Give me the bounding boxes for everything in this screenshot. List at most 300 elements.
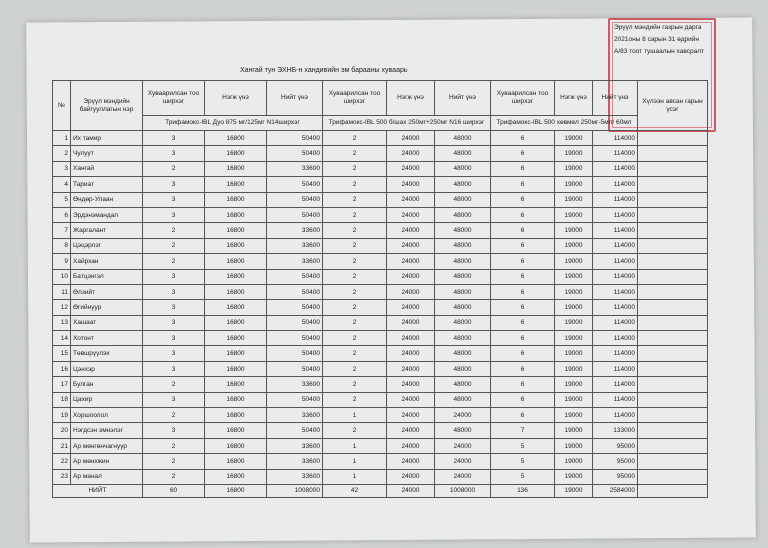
cell-no: 16: [53, 361, 71, 376]
cell-p2: 24000: [387, 254, 435, 269]
cell-q2: 2: [323, 392, 387, 407]
cell-p2: 24000: [387, 269, 435, 284]
cell-q2: 1: [323, 408, 387, 423]
cell-signature: [638, 377, 708, 392]
cell-q3: 6: [491, 161, 555, 176]
cell-t1: 50400: [267, 177, 323, 192]
cell-p1: 16800: [205, 392, 267, 407]
cell-t3: 95000: [593, 438, 638, 453]
drug-2-name: Трифамокс-IBL 500 б/шах 250мг+250мг N16 ширхэг: [323, 116, 491, 131]
cell-q2: 2: [323, 254, 387, 269]
table-row: [53, 377, 708, 392]
table-row: [53, 361, 708, 376]
cell-p2: 24000: [387, 284, 435, 299]
cell-p1: 16800: [205, 377, 267, 392]
approval-line-2: 2021оны 8 сарын 31 өдрийн: [614, 36, 700, 43]
cell-q1: 2: [143, 254, 205, 269]
cell-name: Ар мөнхжин: [71, 454, 143, 469]
cell-p2: 24000: [387, 346, 435, 361]
cell-no: 22: [53, 454, 71, 469]
cell-no: 1: [53, 131, 71, 146]
cell-q1: 3: [143, 177, 205, 192]
header-received: Хүлээн авсан гарын үсэг: [638, 81, 708, 131]
drug-row: [53, 116, 708, 131]
cell-t2: 48000: [435, 423, 491, 438]
cell-t1: 50400: [267, 315, 323, 330]
cell-signature: [638, 254, 708, 269]
cell-q1: 3: [143, 315, 205, 330]
cell-t2: 48000: [435, 254, 491, 269]
cell-p3: 19000: [555, 131, 593, 146]
cell-t3: 114000: [593, 315, 638, 330]
cell-no: 19: [53, 408, 71, 423]
cell-p3: 19000: [555, 392, 593, 407]
cell-t3: 114000: [593, 238, 638, 253]
cell-no: 3: [53, 161, 71, 176]
cell-p3: 19000: [555, 161, 593, 176]
cell-p3: 19000: [555, 238, 593, 253]
cell-t3: 114000: [593, 223, 638, 238]
cell-q1: 3: [143, 269, 205, 284]
cell-t2: 48000: [435, 238, 491, 253]
cell-q2: 2: [323, 131, 387, 146]
cell-q3: 6: [491, 331, 555, 346]
cell-p2: 24000: [387, 238, 435, 253]
table-row: [53, 254, 708, 269]
cell-t2: 48000: [435, 161, 491, 176]
cell-name: Өлзийт: [71, 284, 143, 299]
cell-q1: 3: [143, 192, 205, 207]
table-row: [53, 192, 708, 207]
cell-t1: 33600: [267, 438, 323, 453]
distribution-table: [52, 80, 708, 498]
header-unit-price-3: Нэгж үнэ: [555, 81, 593, 116]
cell-t1: 50400: [267, 300, 323, 315]
cell-signature: [638, 331, 708, 346]
cell-q1: 3: [143, 300, 205, 315]
cell-p3: 19000: [555, 315, 593, 330]
cell-q3: 5: [491, 454, 555, 469]
cell-p1: 16800: [205, 454, 267, 469]
header-unit-price-1: Нэгж үнэ: [205, 81, 267, 116]
cell-p2: 24000: [387, 377, 435, 392]
cell-t3: 114000: [593, 207, 638, 222]
cell-p3: 19000: [555, 423, 593, 438]
cell-t2: 24000: [435, 408, 491, 423]
cell-no: 10: [53, 269, 71, 284]
cell-t1: 33600: [267, 223, 323, 238]
cell-t1: 50400: [267, 192, 323, 207]
cell-q3: 6: [491, 177, 555, 192]
cell-p2: 24000: [387, 392, 435, 407]
cell-name: Жаргалант: [71, 223, 143, 238]
cell-q3: 6: [491, 377, 555, 392]
cell-p3: 19000: [555, 346, 593, 361]
total-label: НИЙТ: [53, 484, 143, 497]
cell-t1: 50400: [267, 331, 323, 346]
cell-q1: 2: [143, 469, 205, 484]
cell-no: 4: [53, 177, 71, 192]
cell-no: 15: [53, 346, 71, 361]
cell-signature: [638, 300, 708, 315]
cell-q1: 3: [143, 131, 205, 146]
cell-q1: 3: [143, 361, 205, 376]
cell-p2: 24000: [387, 454, 435, 469]
cell-t1: 50400: [267, 361, 323, 376]
table-row: [53, 392, 708, 407]
cell-t3: 114000: [593, 300, 638, 315]
cell-p2: 24000: [387, 161, 435, 176]
cell-name: Батцэнгэл: [71, 269, 143, 284]
cell-q3: 6: [491, 192, 555, 207]
cell-p3: 19000: [555, 438, 593, 453]
cell-p1: 16800: [205, 131, 267, 146]
cell-p1: 16800: [205, 269, 267, 284]
table-row: [53, 131, 708, 146]
cell-signature: [638, 361, 708, 376]
cell-signature: [638, 408, 708, 423]
total-p2: 24000: [387, 484, 435, 497]
cell-p3: 19000: [555, 207, 593, 222]
cell-q2: 2: [323, 192, 387, 207]
cell-no: 21: [53, 438, 71, 453]
cell-p3: 19000: [555, 331, 593, 346]
cell-p2: 24000: [387, 331, 435, 346]
cell-no: 12: [53, 300, 71, 315]
cell-signature: [638, 392, 708, 407]
cell-p3: 19000: [555, 454, 593, 469]
cell-t1: 50400: [267, 207, 323, 222]
cell-q2: 2: [323, 377, 387, 392]
cell-t1: 50400: [267, 146, 323, 161]
total-signature: [638, 484, 708, 497]
cell-q2: 2: [323, 146, 387, 161]
cell-t3: 114000: [593, 392, 638, 407]
cell-t3: 114000: [593, 146, 638, 161]
header-total-3: Нийт үнэ: [593, 81, 638, 116]
cell-t1: 50400: [267, 423, 323, 438]
cell-q1: 2: [143, 438, 205, 453]
cell-no: 2: [53, 146, 71, 161]
cell-q3: 6: [491, 315, 555, 330]
cell-name: Эрдэнэмандал: [71, 207, 143, 222]
cell-q2: 2: [323, 223, 387, 238]
cell-no: 11: [53, 284, 71, 299]
cell-no: 20: [53, 423, 71, 438]
cell-q1: 3: [143, 392, 205, 407]
approval-line-1: Эрүүл мэндийн газрын дарга: [614, 24, 702, 31]
cell-t2: 24000: [435, 438, 491, 453]
cell-t2: 48000: [435, 177, 491, 192]
cell-p2: 24000: [387, 423, 435, 438]
cell-signature: [638, 131, 708, 146]
cell-t3: 114000: [593, 192, 638, 207]
cell-p3: 19000: [555, 269, 593, 284]
cell-no: 5: [53, 192, 71, 207]
header-row: [53, 81, 708, 116]
cell-signature: [638, 346, 708, 361]
cell-q3: 7: [491, 423, 555, 438]
cell-p2: 24000: [387, 315, 435, 330]
cell-t2: 48000: [435, 131, 491, 146]
cell-t3: 95000: [593, 469, 638, 484]
cell-signature: [638, 469, 708, 484]
total-t1: 1008000: [267, 484, 323, 497]
total-p3: 19000: [555, 484, 593, 497]
table-row: [53, 346, 708, 361]
document-title: Хангай тун ЭХНБ-н хандивийн эм барааны хуваарь: [240, 67, 408, 74]
cell-no: 17: [53, 377, 71, 392]
cell-signature: [638, 192, 708, 207]
cell-t2: 48000: [435, 207, 491, 222]
cell-q3: 6: [491, 207, 555, 222]
cell-t2: 48000: [435, 146, 491, 161]
cell-signature: [638, 315, 708, 330]
table-row: [53, 300, 708, 315]
cell-t2: 24000: [435, 469, 491, 484]
cell-name: Нэгдсэн эмнэлэг: [71, 423, 143, 438]
cell-t3: 133000: [593, 423, 638, 438]
cell-t3: 114000: [593, 131, 638, 146]
cell-t3: 114000: [593, 377, 638, 392]
cell-q1: 2: [143, 454, 205, 469]
cell-t3: 95000: [593, 454, 638, 469]
cell-p1: 16800: [205, 146, 267, 161]
header-total-1: Нийт үнэ: [267, 81, 323, 116]
total-p1: 16800: [205, 484, 267, 497]
cell-p3: 19000: [555, 146, 593, 161]
cell-signature: [638, 284, 708, 299]
cell-t2: 48000: [435, 192, 491, 207]
cell-signature: [638, 146, 708, 161]
cell-t2: 48000: [435, 284, 491, 299]
cell-p3: 19000: [555, 177, 593, 192]
cell-q2: 1: [323, 469, 387, 484]
drug-1-name: Трифамокс-IBL Дуо 875 мг/125мг N14ширхэг: [143, 116, 323, 131]
cell-q1: 2: [143, 161, 205, 176]
cell-t3: 114000: [593, 254, 638, 269]
table-row: [53, 161, 708, 176]
cell-q2: 2: [323, 300, 387, 315]
cell-t1: 50400: [267, 392, 323, 407]
cell-signature: [638, 238, 708, 253]
cell-name: Булган: [71, 377, 143, 392]
total-q1: 60: [143, 484, 205, 497]
cell-q1: 3: [143, 207, 205, 222]
cell-p2: 24000: [387, 177, 435, 192]
header-no: №: [53, 81, 71, 131]
cell-q3: 6: [491, 238, 555, 253]
cell-q2: 2: [323, 269, 387, 284]
cell-signature: [638, 454, 708, 469]
cell-t1: 50400: [267, 284, 323, 299]
cell-p2: 24000: [387, 131, 435, 146]
cell-t2: 48000: [435, 361, 491, 376]
cell-q1: 3: [143, 284, 205, 299]
cell-t3: 114000: [593, 269, 638, 284]
table-row: [53, 269, 708, 284]
cell-q3: 6: [491, 361, 555, 376]
cell-p1: 16800: [205, 161, 267, 176]
cell-p1: 16800: [205, 423, 267, 438]
cell-signature: [638, 177, 708, 192]
cell-t3: 114000: [593, 408, 638, 423]
cell-t2: 48000: [435, 331, 491, 346]
header-org: Эрүүл мэндийн байгууллагын нэр: [71, 81, 143, 131]
cell-t3: 114000: [593, 346, 638, 361]
cell-no: 7: [53, 223, 71, 238]
table-row: [53, 207, 708, 222]
cell-p2: 24000: [387, 192, 435, 207]
cell-q3: 6: [491, 284, 555, 299]
cell-name: Хоршоолол: [71, 408, 143, 423]
cell-q1: 2: [143, 223, 205, 238]
cell-p2: 24000: [387, 408, 435, 423]
cell-signature: [638, 223, 708, 238]
cell-p3: 19000: [555, 284, 593, 299]
cell-t2: 48000: [435, 346, 491, 361]
cell-name: Хотонт: [71, 331, 143, 346]
cell-p1: 16800: [205, 192, 267, 207]
cell-t2: 48000: [435, 377, 491, 392]
cell-name: Хангай: [71, 161, 143, 176]
cell-p2: 24000: [387, 207, 435, 222]
cell-t3: 114000: [593, 177, 638, 192]
approval-line-3: А/83 тоот тушаалын хавсралт: [614, 48, 704, 55]
cell-q2: 2: [323, 161, 387, 176]
cell-q2: 2: [323, 361, 387, 376]
table-row: [53, 315, 708, 330]
cell-p1: 16800: [205, 346, 267, 361]
cell-q2: 2: [323, 284, 387, 299]
total-t3: 2584000: [593, 484, 638, 497]
cell-p1: 16800: [205, 315, 267, 330]
cell-q2: 2: [323, 238, 387, 253]
cell-p2: 24000: [387, 438, 435, 453]
cell-p2: 24000: [387, 146, 435, 161]
cell-no: 18: [53, 392, 71, 407]
header-qty-1: Хуваарилсан тоо ширхэг: [143, 81, 205, 116]
cell-t2: 48000: [435, 315, 491, 330]
cell-signature: [638, 423, 708, 438]
cell-t2: 48000: [435, 269, 491, 284]
cell-t2: 48000: [435, 300, 491, 315]
header-qty-2: Хуваарилсан тоо ширхэг: [323, 81, 387, 116]
cell-no: 23: [53, 469, 71, 484]
cell-signature: [638, 207, 708, 222]
cell-q3: 5: [491, 469, 555, 484]
total-q2: 42: [323, 484, 387, 497]
cell-t1: 33600: [267, 254, 323, 269]
cell-t2: 24000: [435, 454, 491, 469]
cell-t1: 33600: [267, 377, 323, 392]
cell-name: Цэнхэр: [71, 361, 143, 376]
cell-name: Цэцэрлэг: [71, 238, 143, 253]
cell-q2: 2: [323, 315, 387, 330]
cell-q2: 2: [323, 331, 387, 346]
cell-q2: 2: [323, 423, 387, 438]
cell-q1: 3: [143, 331, 205, 346]
cell-q1: 3: [143, 146, 205, 161]
cell-p1: 16800: [205, 469, 267, 484]
cell-signature: [638, 269, 708, 284]
cell-t1: 33600: [267, 469, 323, 484]
cell-q3: 6: [491, 223, 555, 238]
cell-p1: 16800: [205, 177, 267, 192]
cell-q3: 6: [491, 300, 555, 315]
cell-q3: 6: [491, 269, 555, 284]
cell-p2: 24000: [387, 361, 435, 376]
cell-q1: 2: [143, 238, 205, 253]
cell-t1: 50400: [267, 269, 323, 284]
table-row: [53, 408, 708, 423]
cell-p1: 16800: [205, 300, 267, 315]
cell-q3: 6: [491, 131, 555, 146]
cell-p1: 16800: [205, 438, 267, 453]
cell-name: Ар манал: [71, 469, 143, 484]
cell-p1: 16800: [205, 207, 267, 222]
total-t2: 1008000: [435, 484, 491, 497]
cell-p2: 24000: [387, 300, 435, 315]
table-row: [53, 454, 708, 469]
cell-name: Хайрхан: [71, 254, 143, 269]
cell-name: Өгийнуур: [71, 300, 143, 315]
cell-t1: 33600: [267, 238, 323, 253]
cell-name: Их тамир: [71, 131, 143, 146]
cell-t3: 114000: [593, 161, 638, 176]
cell-no: 6: [53, 207, 71, 222]
header-unit-price-2: Нэгж үнэ: [387, 81, 435, 116]
cell-t3: 114000: [593, 361, 638, 376]
table-row: [53, 423, 708, 438]
cell-q3: 6: [491, 392, 555, 407]
cell-no: 13: [53, 315, 71, 330]
cell-p1: 16800: [205, 408, 267, 423]
cell-p3: 19000: [555, 361, 593, 376]
cell-t1: 33600: [267, 454, 323, 469]
cell-t2: 48000: [435, 223, 491, 238]
cell-p3: 19000: [555, 254, 593, 269]
cell-q3: 6: [491, 346, 555, 361]
cell-no: 8: [53, 238, 71, 253]
cell-p3: 19000: [555, 377, 593, 392]
cell-p3: 19000: [555, 192, 593, 207]
cell-name: Цахир: [71, 392, 143, 407]
cell-q1: 3: [143, 346, 205, 361]
cell-q2: 1: [323, 454, 387, 469]
cell-name: Өндөр-Улаан: [71, 192, 143, 207]
table-row: [53, 146, 708, 161]
cell-p3: 19000: [555, 223, 593, 238]
table-row: [53, 223, 708, 238]
cell-q2: 2: [323, 177, 387, 192]
table-row: [53, 177, 708, 192]
cell-t1: 33600: [267, 161, 323, 176]
cell-p2: 24000: [387, 469, 435, 484]
cell-q3: 6: [491, 408, 555, 423]
cell-p1: 16800: [205, 238, 267, 253]
cell-name: Хашаат: [71, 315, 143, 330]
cell-q3: 5: [491, 438, 555, 453]
cell-t1: 50400: [267, 346, 323, 361]
cell-q1: 2: [143, 408, 205, 423]
cell-t3: 114000: [593, 284, 638, 299]
cell-q1: 3: [143, 423, 205, 438]
table-row: [53, 438, 708, 453]
cell-p2: 24000: [387, 223, 435, 238]
cell-p3: 19000: [555, 408, 593, 423]
cell-name: Төвшрүүлэх: [71, 346, 143, 361]
